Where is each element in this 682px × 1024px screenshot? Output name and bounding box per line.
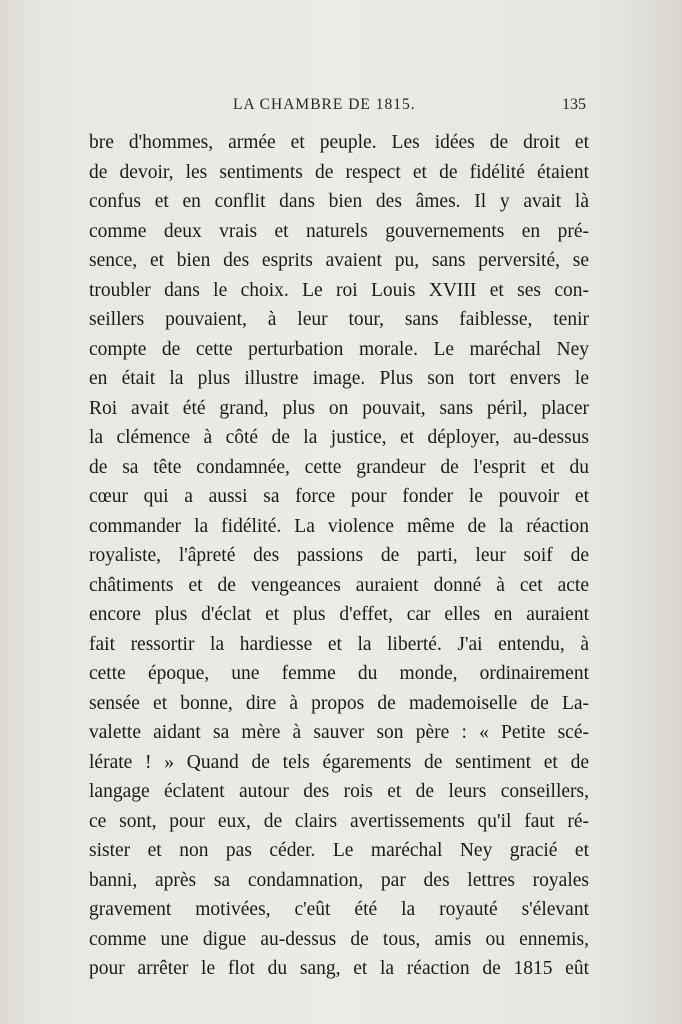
text-line: langage éclatent autour des rois et de leurs conseillers, [89, 781, 589, 802]
text-line: bre d'hommes, armée et peuple. Les idées de droit et [89, 132, 589, 153]
text-line: sister et non pas céder. Le maréchal Ney gracié et [89, 840, 589, 861]
text-line: confus et en conflit dans bien des âmes. Il y avait là [89, 191, 589, 212]
text-line: gravement motivées, c'eût été la royauté s'élevant [89, 899, 589, 920]
text-line: de devoir, les sentiments de respect et de fidélité étaient [89, 161, 589, 183]
page-number: 135 [562, 96, 586, 113]
text-line: valette aidant sa mère à sauver son père : « Petite scé- [89, 722, 589, 743]
text-line: Roi avait été grand, plus on pouvait, sans péril, placer [89, 397, 589, 419]
text-line: cœur qui a aussi sa force pour fonder le pouvoir et [89, 486, 589, 507]
page-header [0, 96, 682, 120]
text-line: sence, et bien des esprits avaient pu, sans perversité, se [89, 250, 589, 271]
body-text [89, 128, 589, 984]
text-line: de sa tête condamnée, cette grandeur de l'esprit et du [89, 456, 589, 478]
text-line: lérate ! » Quand de tels égarements de sentiment et de [89, 751, 589, 773]
text-line: commander la fidélité. La violence même de la réaction [89, 515, 589, 537]
text-line: banni, après sa condamnation, par des lettres royales [89, 869, 589, 891]
text-line: fait ressortir la hardiesse et la liberté. J'ai entendu, à [89, 633, 589, 655]
text-line: châtiments et de vengeances auraient donné à cet acte [89, 574, 589, 596]
text-line: comme deux vrais et naturels gouvernements en pré- [89, 220, 589, 242]
text-line: comme une digue au-dessus de tous, amis ou ennemis, [89, 928, 589, 950]
text-line: la clémence à côté de la justice, et déployer, au-dessus [89, 427, 589, 448]
text-line: encore plus d'éclat et plus d'effet, car elles en auraient [89, 604, 589, 625]
text-line: sensée et bonne, dire à propos de mademoiselle de La- [89, 692, 589, 714]
text-line: pour arrêter le flot du sang, et la réaction de 1815 eût [89, 958, 589, 979]
text-line: en était la plus illustre image. Plus son tort envers le [89, 368, 589, 389]
running-title: LA CHAMBRE DE 1815. [233, 96, 416, 113]
text-line: cette époque, une femme du monde, ordinairement [89, 663, 589, 684]
text-line: compte de cette perturbation morale. Le maréchal Ney [89, 338, 589, 360]
text-line: seillers pouvaient, à leur tour, sans faiblesse, tenir [89, 309, 589, 330]
text-line: troubler dans le choix. Le roi Louis XVIII et ses con- [89, 279, 589, 301]
text-line: ce sont, pour eux, de clairs avertissements qu'il faut ré- [89, 810, 589, 832]
text-line: royaliste, l'âpreté des passions de parti, leur soif de [89, 545, 589, 566]
